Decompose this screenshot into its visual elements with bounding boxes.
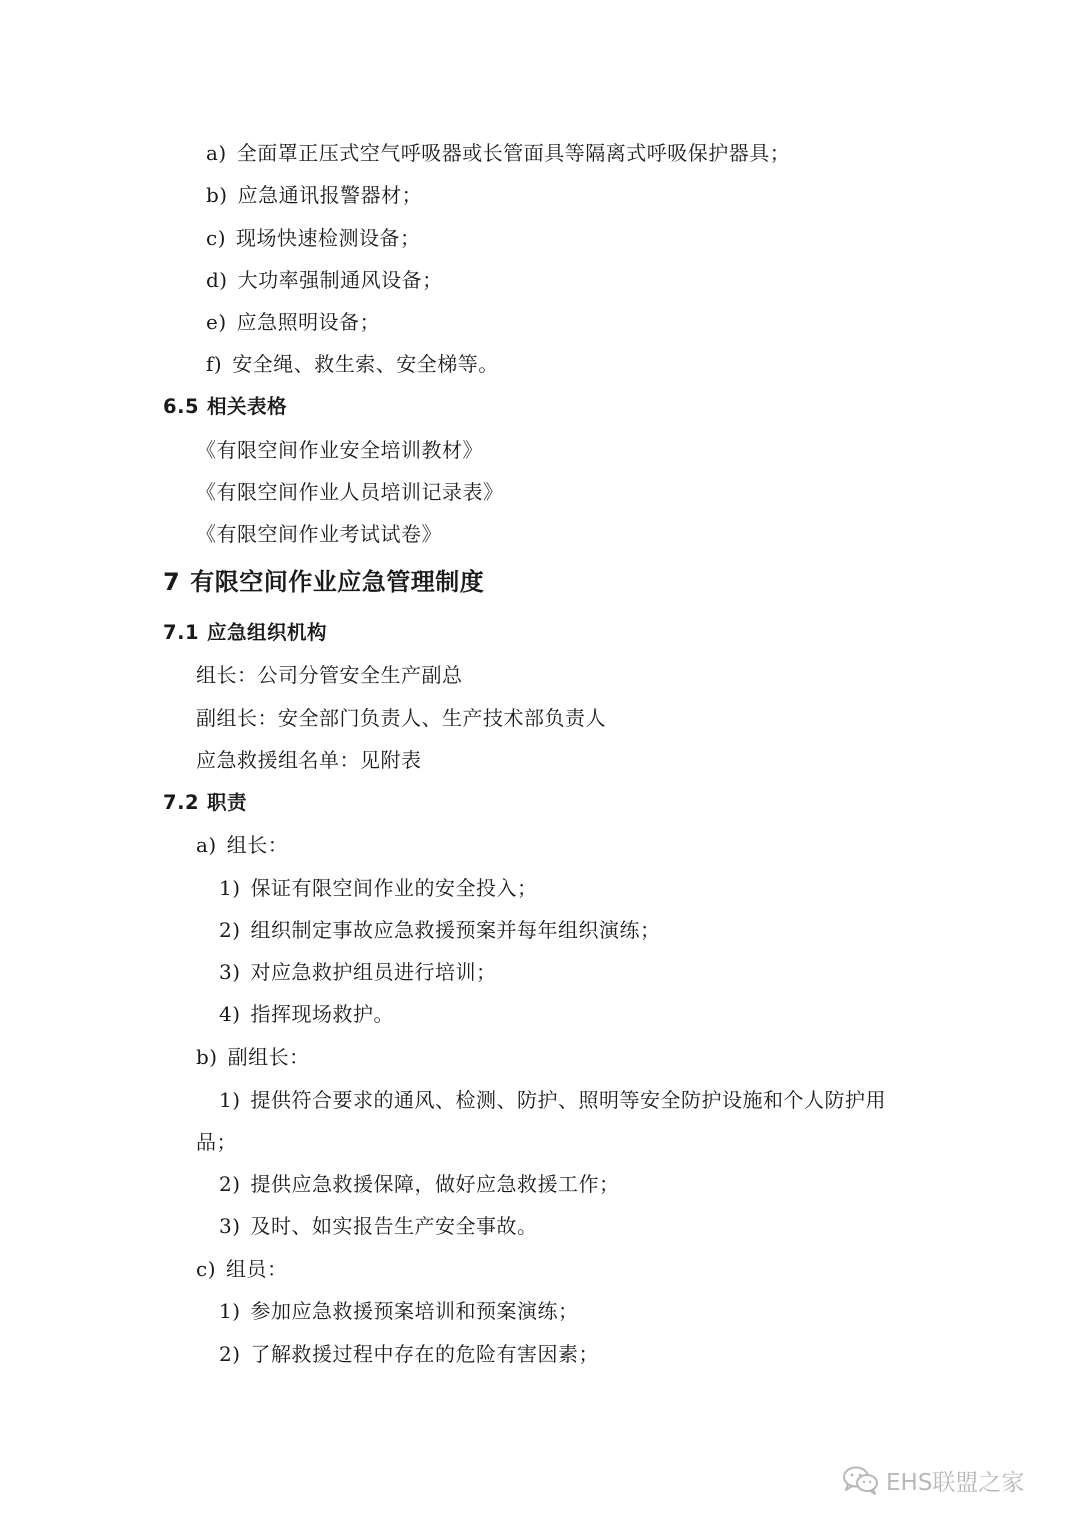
watermark [842,1460,1024,1500]
list-item: 3) 及时、如实报告生产安全事故。 [219,1214,538,1238]
list-item: 1) 保证有限空间作业的安全投入； [219,876,538,900]
form-title: 《有限空间作业人员培训记录表》 [196,480,504,504]
list-item: c) 现场快速检测设备； [206,226,421,250]
wechat-icon [842,1465,880,1495]
list-item: b) 应急通讯报警器材； [206,183,423,207]
role-leader-heading: a) 组长： [196,833,289,857]
list-item-continuation: 品； [196,1130,237,1154]
role-member-heading: c) 组员： [196,1257,288,1281]
list-item: d) 大功率强制通风设备； [206,268,443,292]
list-item: 4) 指挥现场救护。 [219,1002,395,1026]
list-item: 3) 对应急救护组员进行培训； [219,960,497,984]
list-item: 1) 参加应急救援预案培训和预案演练； [219,1299,579,1323]
list-item: f) 安全绳、救生索、安全梯等。 [206,352,499,376]
section-heading-7: 7 有限空间作业应急管理制度 [163,568,485,596]
org-deputy: 副组长：安全部门负责人、生产技术部负责人 [196,706,606,730]
section-heading-7-1: 7.1 应急组织机构 [163,621,328,644]
role-deputy-heading: b) 副组长： [196,1045,310,1069]
list-item: 1) 提供符合要求的通风、检测、防护、照明等安全防护设施和个人防护用 [219,1088,887,1112]
form-title: 《有限空间作业安全培训教材》 [196,438,483,462]
list-item: a) 全面罩正压式空气呼吸器或长管面具等隔离式呼吸保护器具； [206,141,791,165]
section-heading-7-2: 7.2 职责 [163,791,248,814]
list-item: 2) 组织制定事故应急救援预案并每年组织演练； [219,918,661,942]
form-title: 《有限空间作业考试试卷》 [196,522,442,546]
list-item: 2) 提供应急救援保障，做好应急救援工作； [219,1172,620,1196]
list-item: e) 应急照明设备； [206,310,381,334]
section-heading-6-5: 6.5 相关表格 [163,395,288,418]
org-leader: 组长：公司分管安全生产副总 [196,663,463,687]
org-rescue-team: 应急救援组名单：见附表 [196,748,422,772]
watermark-text: EHS联盟之家 [886,1469,1025,1496]
list-item: 2) 了解救援过程中存在的危险有害因素； [219,1342,600,1366]
